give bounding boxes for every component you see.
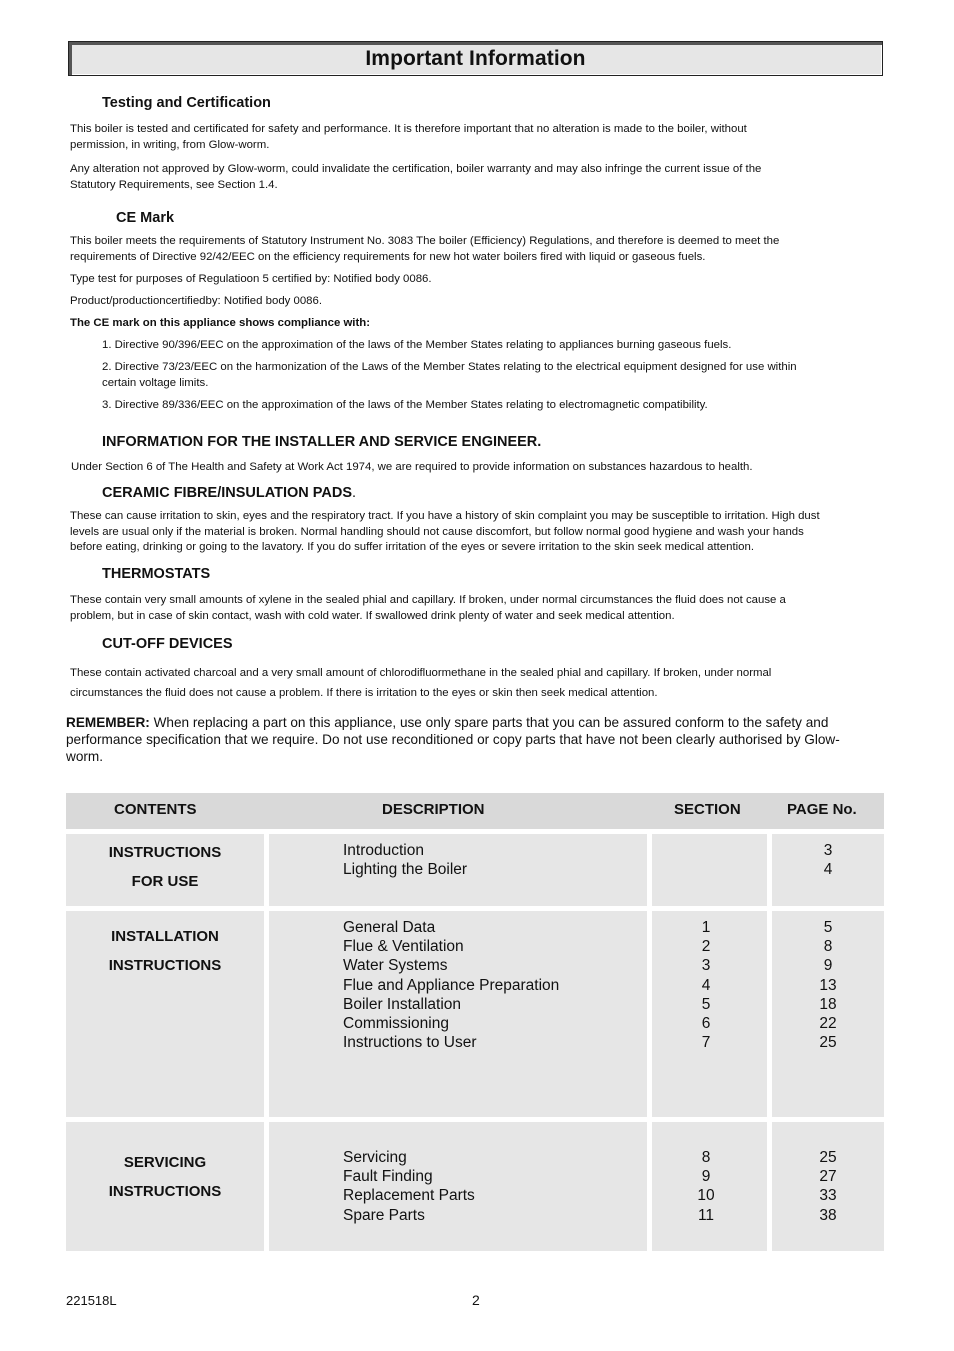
testing-p1-line2: permission, in writing, from Glow-worm.	[70, 138, 270, 151]
ceramic-text	[70, 509, 900, 556]
row3-section-cell	[652, 1122, 767, 1251]
row1-section-cell	[652, 834, 767, 906]
list-item: 11	[697, 1206, 715, 1224]
footer-code: 221518L	[66, 1293, 117, 1308]
list-item: 18	[819, 995, 837, 1013]
list-item: 33	[819, 1187, 837, 1205]
row3-pages	[772, 1148, 884, 1225]
row3-sections	[652, 1148, 760, 1225]
remember-line1	[66, 714, 840, 731]
row3-label-line1: SERVICING	[123, 1154, 207, 1171]
header-section: SECTION	[674, 801, 741, 818]
list-item: 10	[697, 1187, 715, 1205]
list-item: Spare Parts	[343, 1206, 425, 1224]
list-item: Servicing	[343, 1149, 407, 1166]
remember-line3: worm.	[66, 749, 104, 764]
list-item: 2	[701, 938, 711, 956]
thermostats-heading: THERMOSTATS	[102, 566, 211, 582]
list-item: General Data	[343, 919, 436, 936]
list-item: Replacement Parts	[343, 1187, 475, 1205]
list-item: 4	[701, 976, 711, 994]
header-contents: CONTENTS	[114, 801, 197, 818]
row2-label-line1: INSTALLATION	[111, 928, 219, 945]
row1-label	[66, 834, 264, 896]
ceramic-heading-text: CERAMIC FIBRE/INSULATION PADS	[102, 485, 352, 501]
row2-sections	[652, 918, 760, 1052]
list-item: Flue and Appliance Preparation	[343, 976, 560, 994]
list-item: 1	[701, 919, 711, 936]
list-item: 4	[823, 861, 833, 879]
list-item: Fault Finding	[343, 1168, 433, 1186]
ceramic-heading	[102, 485, 356, 501]
thermostats-text	[70, 593, 786, 624]
row1-description-cell	[269, 834, 647, 906]
remember-line2: performance specification that we require. Do not use reconditioned or copy parts that have not been clearly authorised by Glow-	[66, 732, 840, 747]
ceramic-line2: levels are usual only if the material is broken. Normal handling should not cause discomfort, but follow normal good hygiene and wash your hands	[70, 525, 804, 538]
row3-label-line2: INSTRUCTIONS	[108, 1183, 222, 1200]
cutoff-line2: circumstances the fluid does not cause a problem. If there is irritation to the eyes or skin then seek medical attention.	[70, 687, 658, 699]
installer-text: Under Section 6 of The Health and Safety at Work Act 1974, we are required to provide information on substances hazardous to health.	[71, 461, 753, 473]
installer-heading: INFORMATION FOR THE INSTALLER AND SERVICE ENGINEER.	[102, 434, 542, 450]
ce-compliance-label: The CE mark on this appliance shows compliance with:	[70, 317, 371, 329]
list-item: 13	[819, 976, 837, 994]
header-description: DESCRIPTION	[382, 801, 485, 818]
list-item: 6	[701, 1015, 711, 1033]
row2-label-cell	[66, 911, 264, 1117]
ce-item2-line2: certain voltage limits.	[102, 376, 209, 389]
row3-descriptions	[343, 1148, 475, 1225]
testing-p2-line1: Any alteration not approved by Glow-worm, could invalidate the certification, boiler warranty and may also infringe the current issue of the	[70, 163, 762, 175]
testing-heading: Testing and Certification	[102, 95, 271, 111]
cutoff-text	[70, 663, 771, 703]
row2-description-cell	[269, 911, 647, 1117]
row2-pages	[772, 918, 884, 1052]
ce-p1-line2: requirements of Directive 92/42/EEC on the efficiency requirements for new hot water boilers fired with liquid or gaseous fuels.	[70, 250, 706, 263]
row3-page-cell	[772, 1122, 884, 1251]
testing-p1-line1: This boiler is tested and certificated for safety and performance. It is therefore important that no alteration is made to the boiler, without	[70, 123, 747, 135]
list-item: 8	[823, 938, 833, 956]
ce-paragraph-2: Type test for purposes of Regulatioon 5 certified by: Notified body 0086.	[70, 273, 432, 285]
ce-heading: CE Mark	[116, 210, 175, 226]
remember-line1-text: When replacing a part on this appliance, use only spare parts that you can be assured conform to the safety and	[149, 715, 829, 730]
list-item: 3	[823, 842, 833, 859]
ce-item2-line1: 2. Directive 73/23/EEC on the harmonization of the Laws of the Member States relating to the electrical equipment designed for use within	[102, 361, 797, 373]
row2-page-cell	[772, 911, 884, 1117]
ceramic-line1: These can cause irritation to skin, eyes and the respiratory tract. If you have a history of skin complaint you may be susceptible to irritation. High dust	[70, 510, 820, 522]
row3-label-cell	[66, 1122, 264, 1251]
row2-label-line2: INSTRUCTIONS	[108, 957, 222, 974]
list-item: 22	[819, 1015, 837, 1033]
row1-label-cell	[66, 834, 264, 906]
page-title: Important Information	[365, 47, 586, 70]
list-item: Flue & Ventilation	[343, 938, 464, 956]
cutoff-heading: CUT-OFF DEVICES	[102, 636, 233, 652]
row2-descriptions	[343, 918, 559, 1052]
list-item: 3	[701, 957, 711, 975]
ce-paragraph-3: Product/productioncertifiedby: Notified body 0086.	[70, 295, 323, 307]
thermostats-line1: These contain very small amounts of xylene in the sealed phial and capillary. If broken, under normal circumstances the fluid does not cause a	[70, 594, 786, 606]
list-item: Commissioning	[343, 1015, 449, 1033]
remember-note	[66, 714, 840, 765]
list-item: Water Systems	[343, 957, 448, 975]
ce-item-2	[102, 360, 797, 391]
title-box	[68, 41, 883, 76]
list-item: Boiler Installation	[343, 995, 462, 1013]
row2-section-cell	[652, 911, 767, 1117]
row1-page-cell	[772, 834, 884, 906]
row1-label-line1: INSTRUCTIONS	[108, 844, 222, 861]
ce-item-1: 1. Directive 90/396/EEC on the approximation of the laws of the Member States relating to appliances burning gaseous fuels.	[102, 339, 732, 351]
row2-label	[66, 911, 264, 980]
row1-pages	[772, 841, 884, 879]
list-item: 5	[823, 919, 833, 936]
testing-paragraph-2	[70, 162, 761, 193]
row1-descriptions	[343, 841, 467, 879]
list-item: 7	[701, 1034, 711, 1052]
ce-p1-line1: This boiler meets the requirements of Statutory Instrument No. 3083 The boiler (Efficiency) Regulations, and therefore is deemed to meet the	[70, 235, 780, 247]
thermostats-line2: problem, but in case of skin contact, wash with cold water. If swallowed drink plenty of water and seek medical attention.	[70, 609, 675, 622]
row1-label-line2: FOR USE	[131, 873, 199, 890]
list-item: Lighting the Boiler	[343, 861, 468, 879]
ceramic-heading-dot: .	[352, 485, 357, 501]
page-number: 2	[472, 1292, 480, 1308]
ce-item-3: 3. Directive 89/336/EEC on the approximation of the laws of the Member States relating to electromagnetic compatibility.	[102, 399, 708, 411]
list-item: 25	[819, 1149, 837, 1166]
list-item: 9	[823, 957, 833, 975]
list-item: 25	[819, 1034, 837, 1052]
ce-paragraph-1	[70, 234, 779, 265]
list-item: 8	[701, 1149, 711, 1166]
list-item: 5	[701, 995, 711, 1013]
list-item: Instructions to User	[343, 1034, 477, 1052]
list-item: 38	[819, 1206, 837, 1224]
testing-paragraph-1	[70, 122, 747, 153]
header-page: PAGE No.	[787, 801, 857, 818]
list-item: 27	[819, 1168, 837, 1186]
ceramic-line3: before eating, drinking or going to the lavatory. If you do suffer irritation of the eyes or severe irritation to the skin seek medical attention.	[70, 541, 755, 553]
list-item: 9	[701, 1168, 711, 1186]
cutoff-line1: These contain activated charcoal and a very small amount of chlorodifluormethane in the sealed phial and capillary. If broken, under normal	[70, 667, 772, 679]
remember-label: REMEMBER:	[66, 715, 150, 730]
row3-label	[66, 1122, 264, 1206]
row3-description-cell	[269, 1122, 647, 1251]
list-item: Introduction	[343, 842, 424, 859]
testing-p2-line2: Statutory Requirements, see Section 1.4.	[70, 178, 278, 191]
